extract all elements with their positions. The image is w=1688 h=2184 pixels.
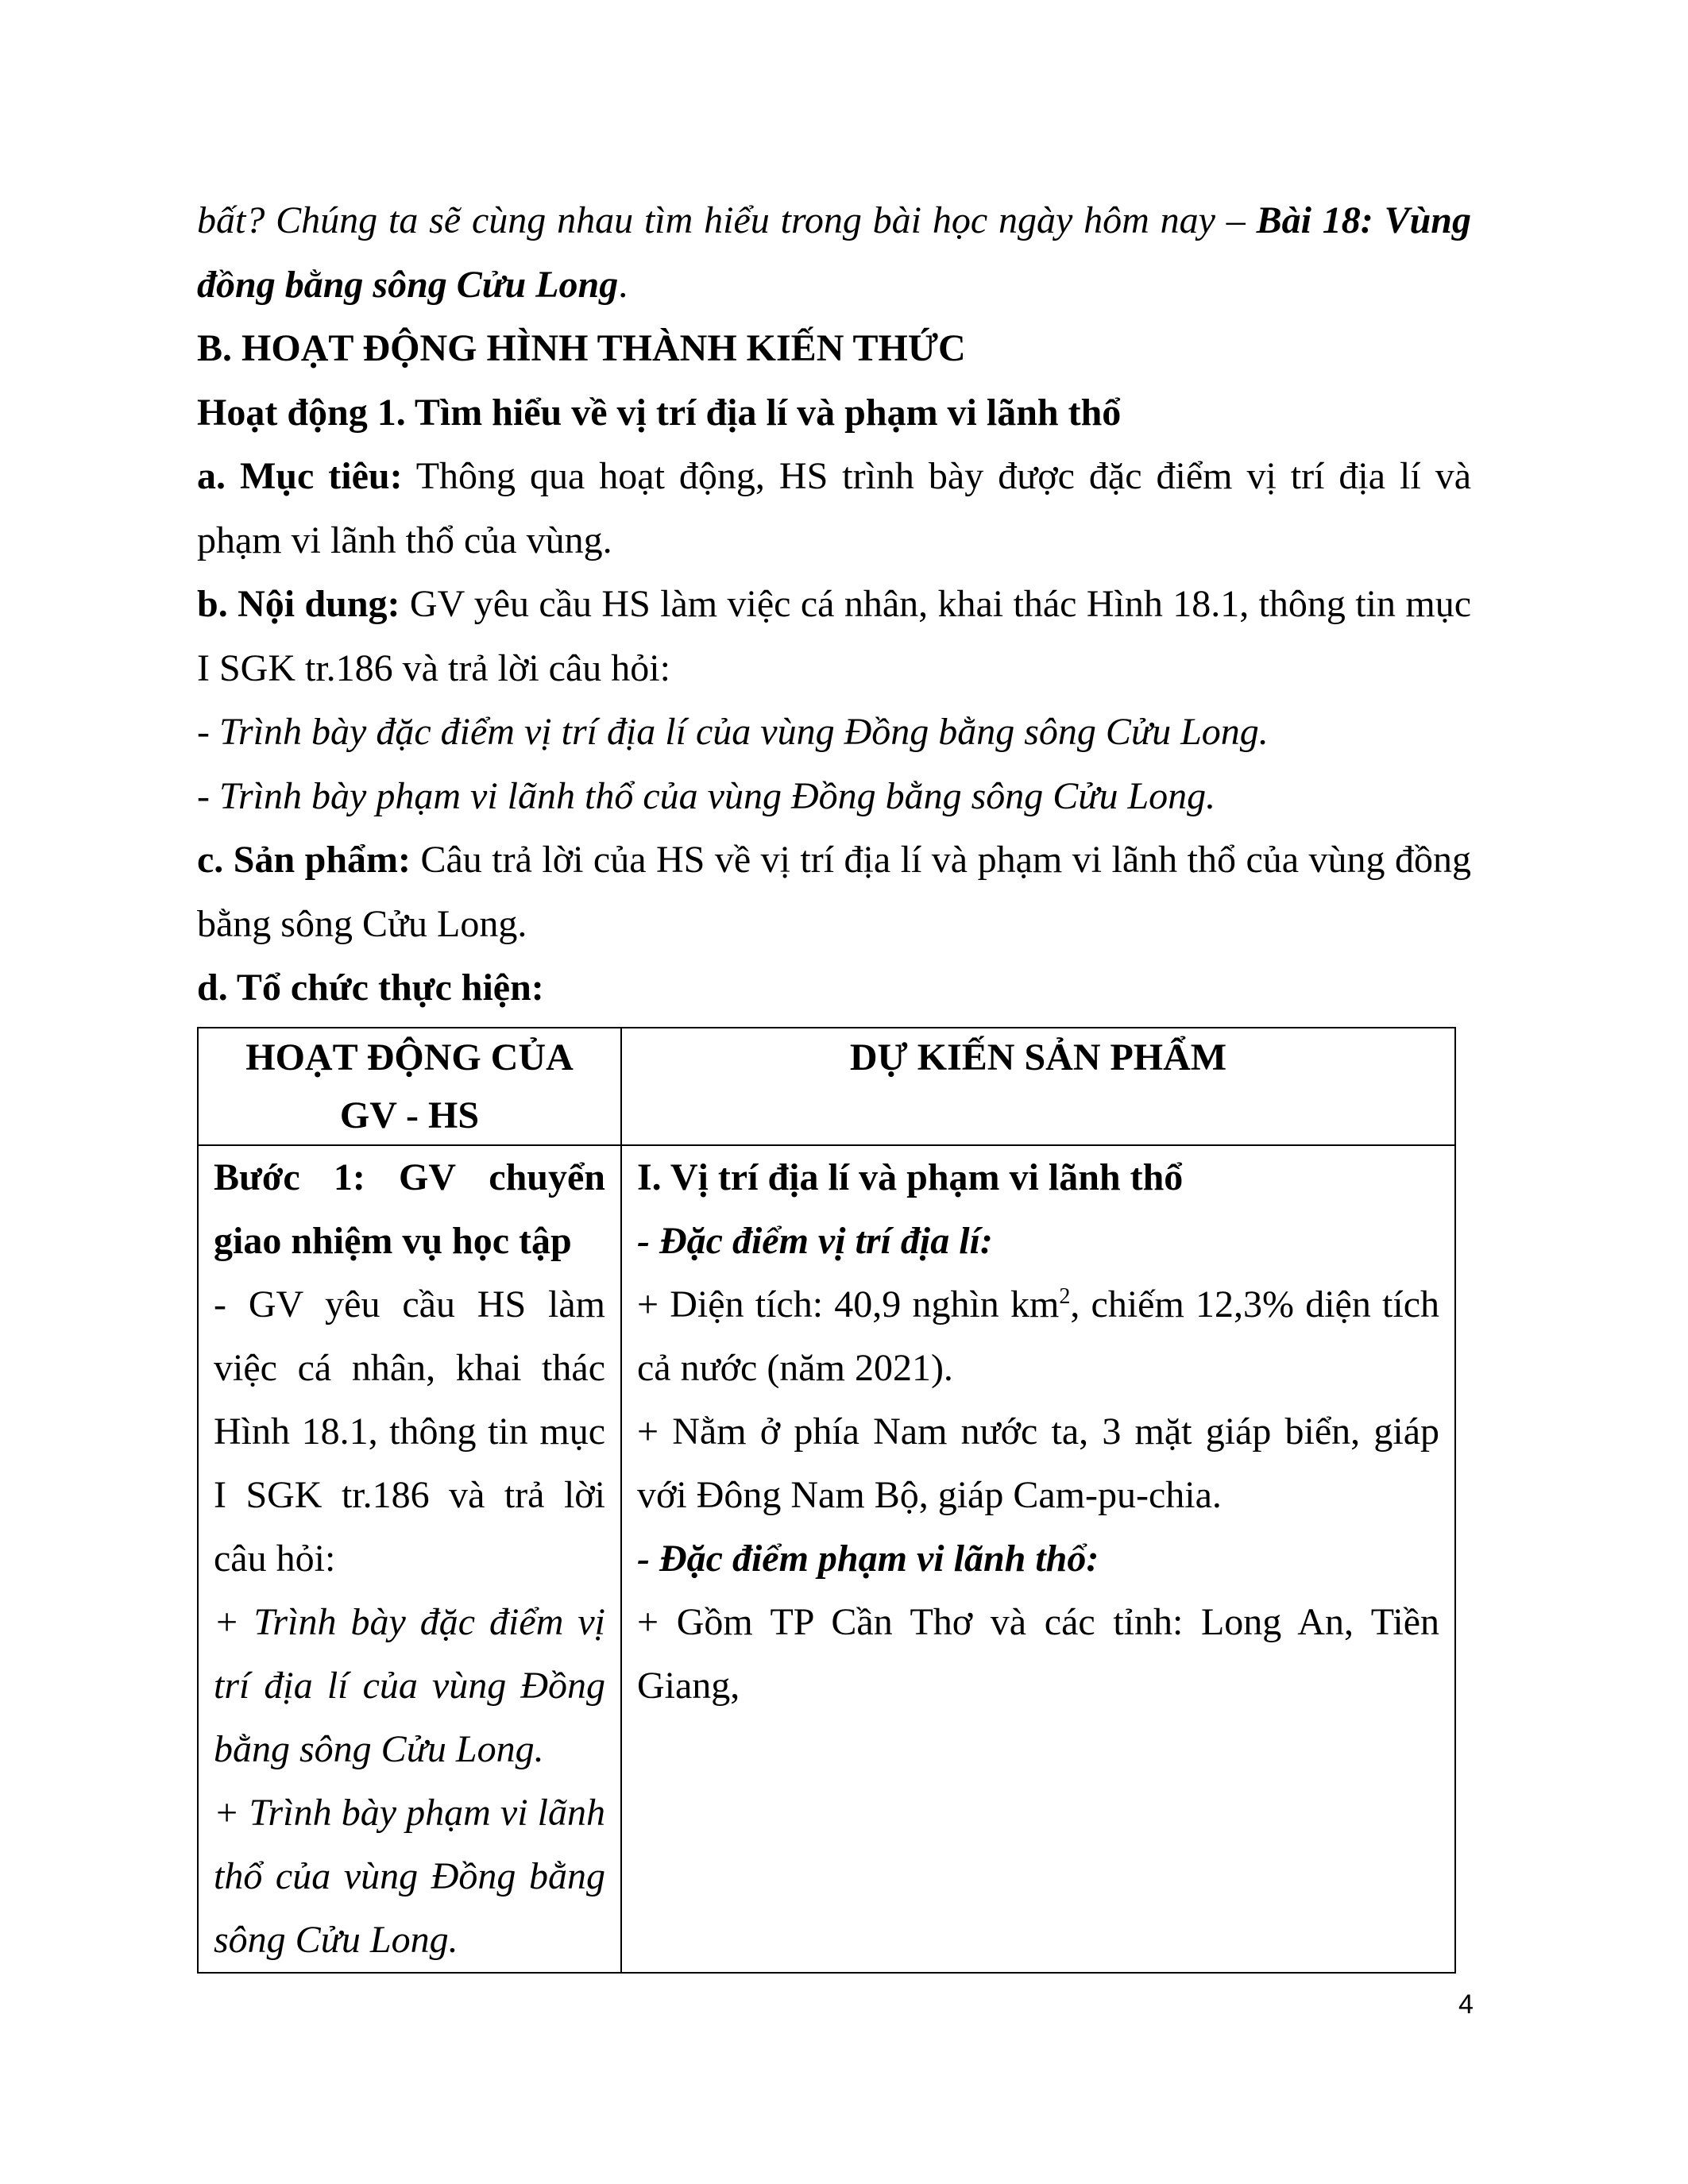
question-2: + Trình bày phạm vi lãnh thổ của vùng Đồng bằng sông Cửu Long. bbox=[214, 1792, 605, 1961]
objective-paragraph bbox=[197, 445, 1471, 573]
intro-end: . bbox=[618, 263, 628, 306]
location-subheading: - Đặc điểm vị trí địa lí: bbox=[637, 1220, 993, 1262]
section-heading: B. HOẠT ĐỘNG HÌNH THÀNH KIẾN THỨC bbox=[197, 327, 966, 369]
dash: - bbox=[197, 774, 219, 817]
product-paragraph bbox=[197, 828, 1471, 956]
right-cell bbox=[621, 1145, 1455, 1973]
area-superscript: 2 bbox=[1059, 1284, 1071, 1309]
table-row bbox=[198, 1145, 1455, 1973]
intro-text: bất? Chúng ta sẽ cùng nhau tìm hiểu trong bài học ngày hôm nay – bbox=[197, 199, 1257, 241]
page-number: 4 bbox=[1458, 1989, 1474, 2020]
content-label: b. Nội dung: bbox=[197, 583, 400, 625]
table-header-row bbox=[198, 1028, 1455, 1145]
question-text: Trình bày đặc điểm vị trí địa lí của vùng Đồng bằng sông Cửu Long. bbox=[218, 711, 1269, 753]
lesson-title: Bài 18: Vùng đồng bằng sông Cửu Long bbox=[197, 199, 1471, 306]
objective-text: Thông qua hoạt động, HS trình bày được đặc điểm vị trí địa lí và phạm vi lãnh thổ của vùng. bbox=[197, 455, 1472, 561]
document-body bbox=[197, 189, 1471, 1021]
question-text: Trình bày phạm vi lãnh thổ của vùng Đồng bằng sông Cửu Long. bbox=[218, 774, 1216, 817]
product-heading: I. Vị trí địa lí và phạm vi lãnh thổ bbox=[637, 1156, 1184, 1198]
activity-table bbox=[197, 1027, 1456, 1974]
question-item bbox=[197, 765, 1471, 829]
question-1: + Trình bày đặc điểm vị trí địa lí của vùng Đồng bằng sông Cửu Long. bbox=[214, 1601, 605, 1770]
area-rest: , chiếm 12,3% diện tích cả nước (năm 2021). bbox=[637, 1283, 1440, 1389]
product-text: Câu trả lời của HS về vị trí địa lí và phạm vi lãnh thổ của vùng đồng bằng sông Cửu Long. bbox=[197, 839, 1471, 945]
left-cell bbox=[198, 1145, 621, 1973]
area-value: + Diện tích: 40,9 nghìn km bbox=[637, 1283, 1060, 1325]
step-heading: Bước 1: GV chuyển giao nhiệm vụ học tập bbox=[214, 1156, 605, 1262]
area-text bbox=[637, 1273, 1439, 1400]
content-text: GV yêu cầu HS làm việc cá nhân, khai thác Hình 18.1, thông tin mục I SGK tr.186 và trả lời câu hỏi: bbox=[197, 583, 1472, 689]
activity-heading: Hoạt động 1. Tìm hiểu về vị trí địa lí và phạm vi lãnh thổ bbox=[197, 391, 1122, 434]
header-teacher-student: HOẠT ĐỘNG CỦA GV - HS bbox=[198, 1028, 621, 1145]
product-label: c. Sản phẩm: bbox=[197, 839, 411, 881]
organize-heading: d. Tổ chức thực hiện: bbox=[197, 967, 544, 1009]
territory-subheading: - Đặc điểm phạm vi lãnh thổ: bbox=[637, 1538, 1099, 1580]
content-paragraph bbox=[197, 573, 1471, 700]
header-expected-product: DỰ KIẾN SẢN PHẨM bbox=[621, 1028, 1455, 1145]
question-item bbox=[197, 700, 1471, 765]
instruction-text: - GV yêu cầu HS làm việc cá nhân, khai thác Hình 18.1, thông tin mục I SGK tr.186 và trả lời câu hỏi: bbox=[214, 1283, 605, 1580]
intro-paragraph bbox=[197, 189, 1471, 317]
dash: - bbox=[197, 711, 219, 753]
provinces-text: + Gồm TP Cần Thơ và các tỉnh: Long An, Tiền Giang, bbox=[637, 1601, 1439, 1707]
location-text: + Nằm ở phía Nam nước ta, 3 mặt giáp biển, giáp với Đông Nam Bộ, giáp Cam-pu-chia. bbox=[637, 1410, 1439, 1516]
objective-label: a. Mục tiêu: bbox=[197, 455, 403, 497]
